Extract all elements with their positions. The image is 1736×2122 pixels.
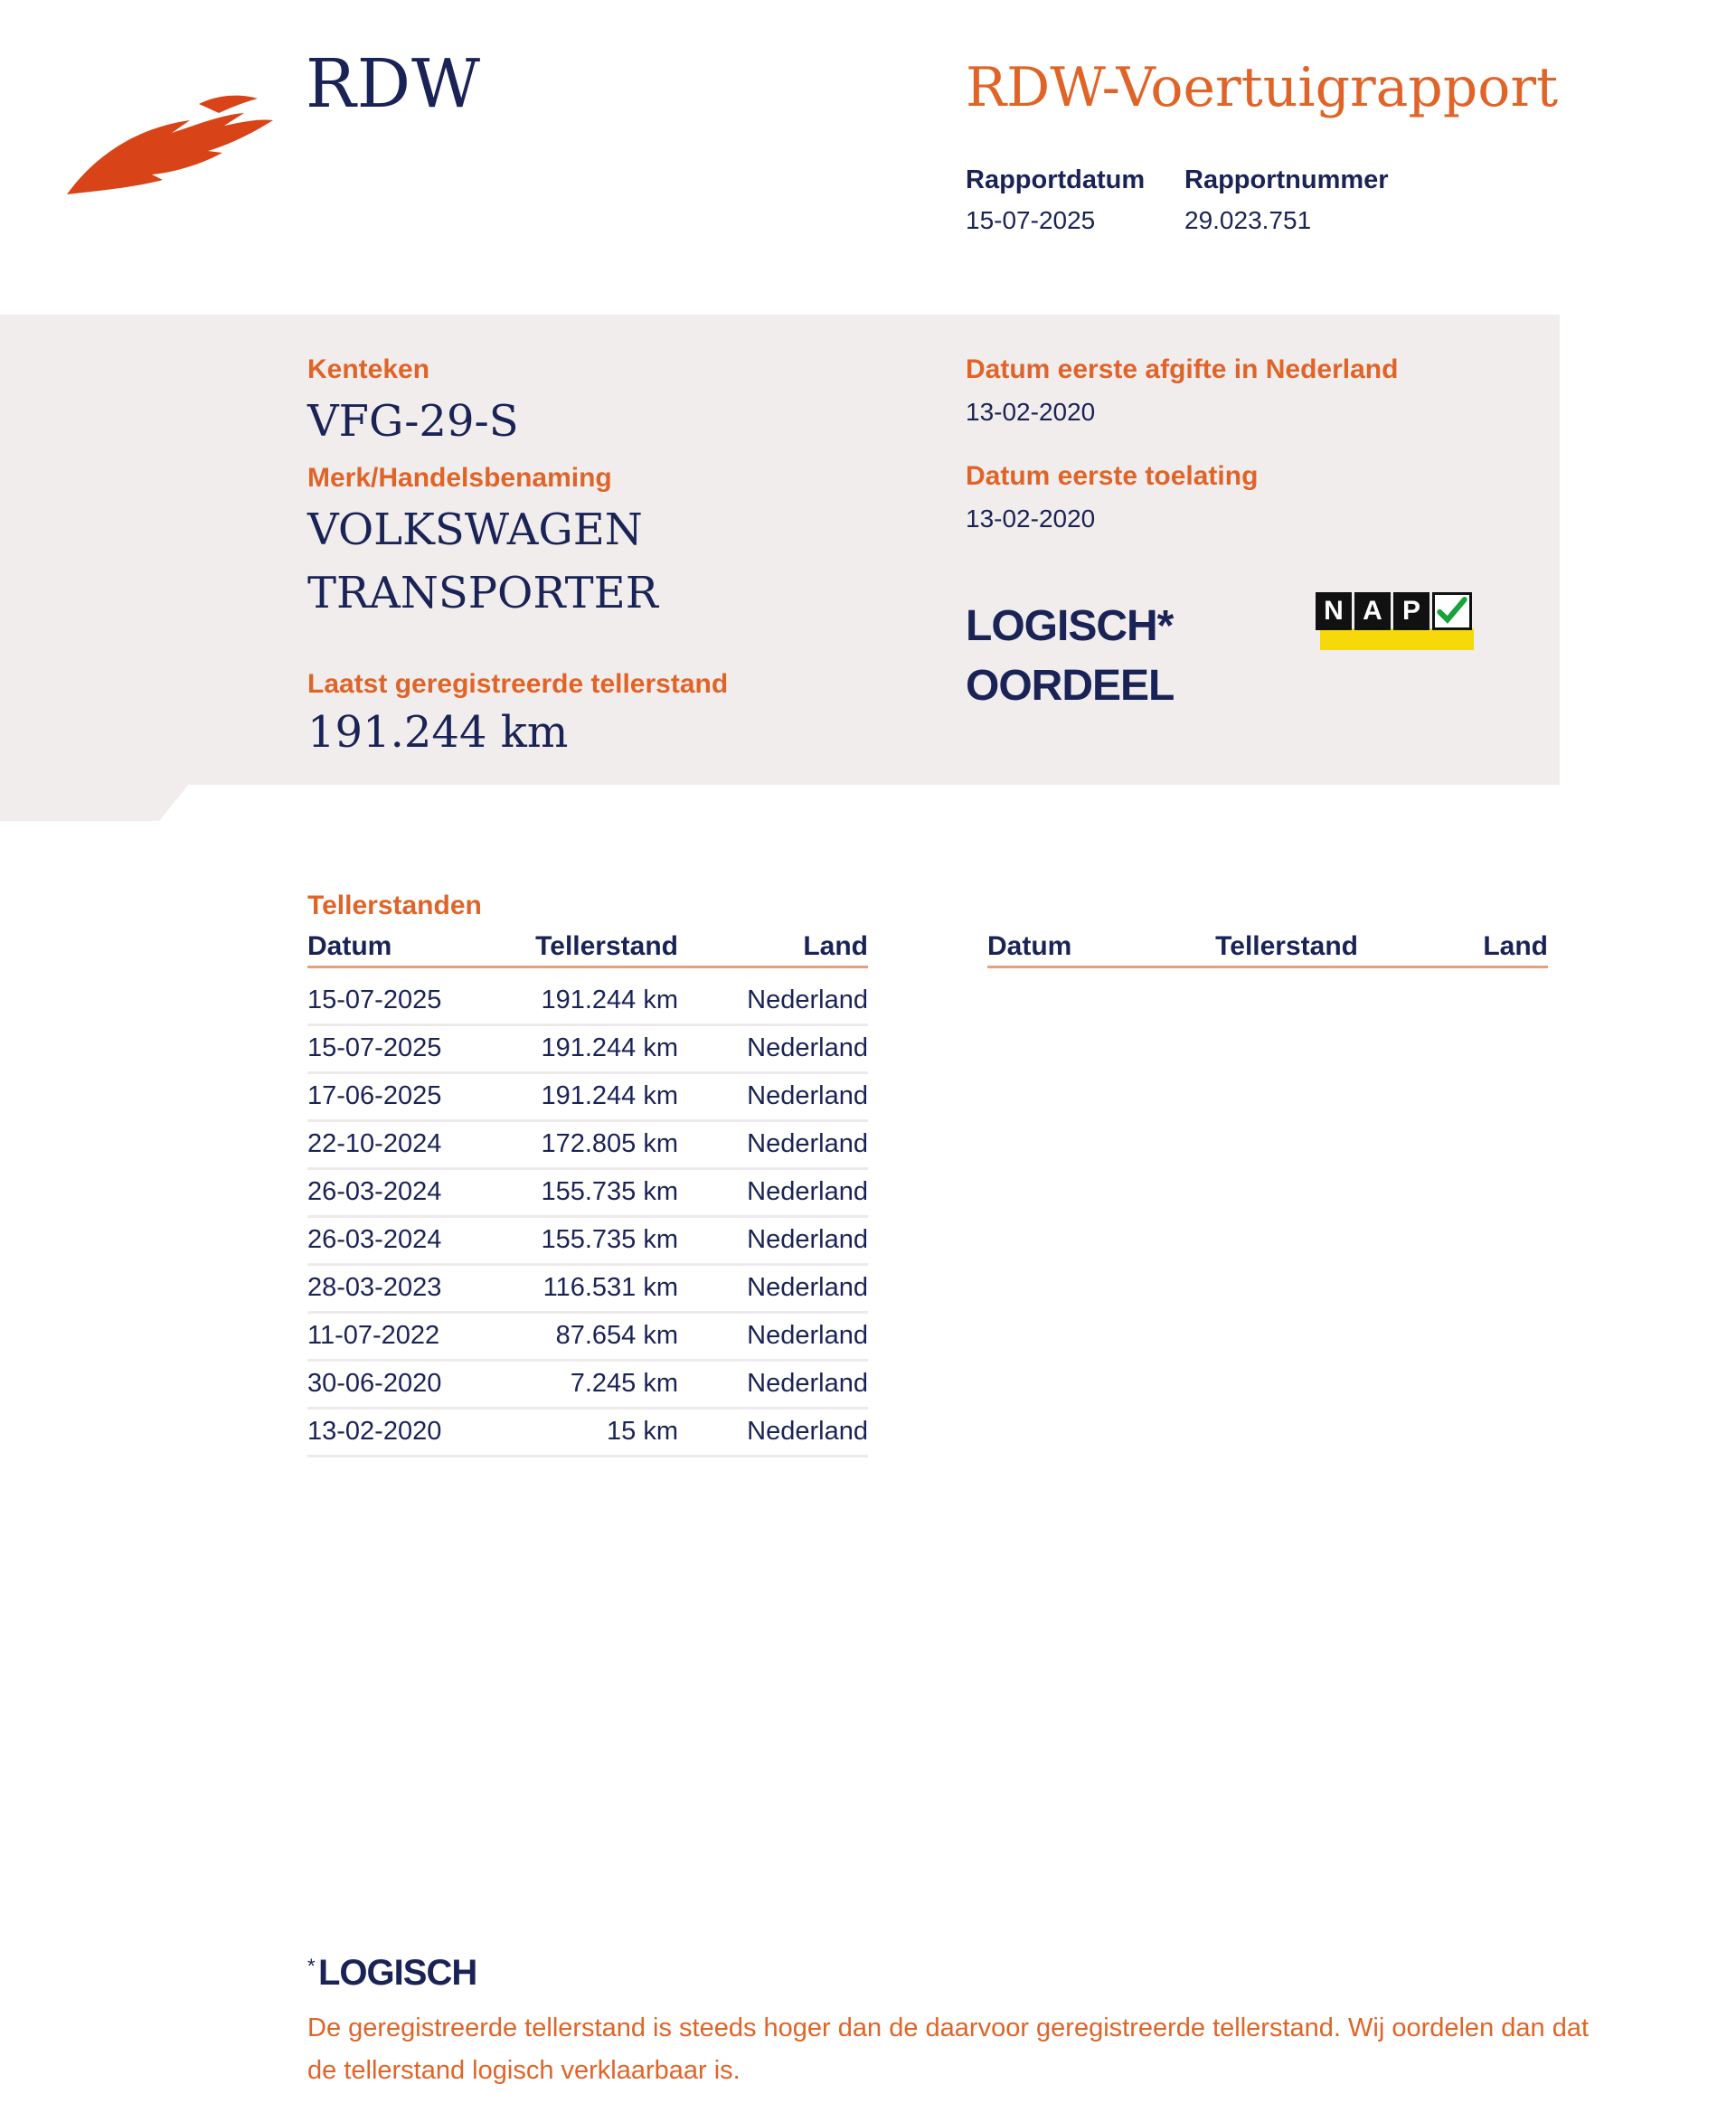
first-admission-label: Datum eerste toelating — [966, 461, 1259, 491]
first-issue-label: Datum eerste afgifte in Nederland — [966, 354, 1399, 384]
nap-letter-p: P — [1393, 592, 1429, 630]
table-row — [307, 1264, 868, 1314]
first-admission-date: 13-02-2020 — [966, 505, 1096, 533]
row-km: 87.654 km — [555, 1321, 678, 1350]
table-row — [307, 1120, 868, 1170]
col-country-header-2: Land — [1483, 931, 1548, 961]
odometer-value: 191.244 km — [307, 707, 569, 758]
row-country: Nederland — [747, 1081, 868, 1110]
table-row — [307, 1408, 868, 1457]
report-title: RDW-Voertuigrapport — [966, 56, 1559, 119]
row-date: 26-03-2024 — [307, 1177, 442, 1206]
row-km: 191.244 km — [541, 1081, 678, 1110]
vehicle-info-panel — [0, 315, 1560, 785]
row-date: 15-07-2025 — [307, 1033, 442, 1062]
row-country: Nederland — [747, 1129, 868, 1158]
make-label: Merk/Handelsbenaming — [307, 463, 612, 493]
logo-text: RDW — [306, 45, 482, 123]
row-country: Nederland — [747, 1177, 868, 1206]
row-country: Nederland — [747, 1273, 868, 1302]
nap-letter-n: N — [1316, 592, 1352, 630]
row-country: Nederland — [747, 1033, 868, 1062]
row-km: 191.244 km — [541, 1033, 678, 1062]
odometer-label: Laatst geregistreerde tellerstand — [307, 669, 729, 699]
row-country: Nederland — [747, 1225, 868, 1254]
footnote-text: De geregistreerde tellerstand is steeds hoger dan de daarvoor geregistreerde tellerstand. Wij oordelen dan dat de tellerstand logisch verklaarbaar is. — [307, 2014, 1590, 2085]
col-date-header: Datum — [307, 931, 392, 961]
readings-title: Tellerstanden — [307, 891, 482, 920]
report-date-label: Rapportdatum — [966, 165, 1146, 194]
make-line1: VOLKSWAGEN — [307, 505, 643, 555]
row-km: 155.735 km — [541, 1225, 678, 1254]
row-date: 11-07-2022 — [307, 1321, 440, 1350]
panel-notch — [0, 783, 190, 821]
row-country: Nederland — [747, 1417, 868, 1446]
table-row — [307, 1360, 868, 1410]
footnote-title: LOGISCH — [318, 1953, 477, 1993]
col-date-header-2: Datum — [987, 931, 1072, 961]
row-date: 22-10-2024 — [307, 1129, 442, 1158]
first-issue-date: 13-02-2020 — [966, 398, 1096, 426]
make-line2: TRANSPORTER — [307, 568, 658, 618]
table-row — [307, 1024, 868, 1074]
report-number-label: Rapportnummer — [1184, 165, 1389, 194]
row-date: 13-02-2020 — [307, 1417, 442, 1446]
row-date: 28-03-2023 — [307, 1273, 442, 1302]
plate-label: Kenteken — [307, 354, 430, 384]
rdw-feather-icon — [63, 86, 280, 203]
row-date: 17-06-2025 — [307, 1081, 442, 1110]
table-row — [307, 1312, 868, 1362]
verdict-line2: OORDEEL — [966, 662, 1175, 710]
readings-table-header-2 — [987, 931, 1548, 968]
row-km: 191.244 km — [541, 986, 678, 1014]
row-country: Nederland — [747, 1321, 868, 1350]
table-row — [307, 1072, 868, 1122]
col-km-header-2: Tellerstand — [1215, 931, 1358, 961]
col-km-header: Tellerstand — [535, 931, 678, 961]
verdict-line1: LOGISCH* — [966, 602, 1174, 650]
col-country-header: Land — [803, 931, 868, 961]
license-plate: VFG-29-S — [307, 396, 519, 447]
row-km: 15 km — [607, 1417, 678, 1446]
report-number: 29.023.751 — [1184, 206, 1312, 234]
row-km: 155.735 km — [541, 1177, 678, 1206]
row-country: Nederland — [747, 1369, 868, 1398]
row-km: 172.805 km — [541, 1129, 678, 1158]
row-country: Nederland — [747, 986, 868, 1014]
footnote-star: * — [307, 1955, 316, 1977]
report-date: 15-07-2025 — [966, 206, 1096, 234]
row-km: 116.531 km — [542, 1273, 678, 1302]
row-date: 30-06-2020 — [307, 1369, 442, 1398]
row-date: 15-07-2025 — [307, 986, 442, 1014]
checkmark-icon — [1432, 592, 1472, 630]
table-row — [307, 976, 868, 1026]
row-km: 7.245 km — [570, 1369, 678, 1398]
nap-logo — [1316, 592, 1478, 654]
table-row — [307, 1168, 868, 1218]
verdict — [966, 597, 1174, 716]
row-date: 26-03-2024 — [307, 1225, 442, 1254]
table-row — [307, 1216, 868, 1266]
nap-letter-a: A — [1354, 592, 1391, 630]
readings-table-header — [307, 931, 868, 968]
